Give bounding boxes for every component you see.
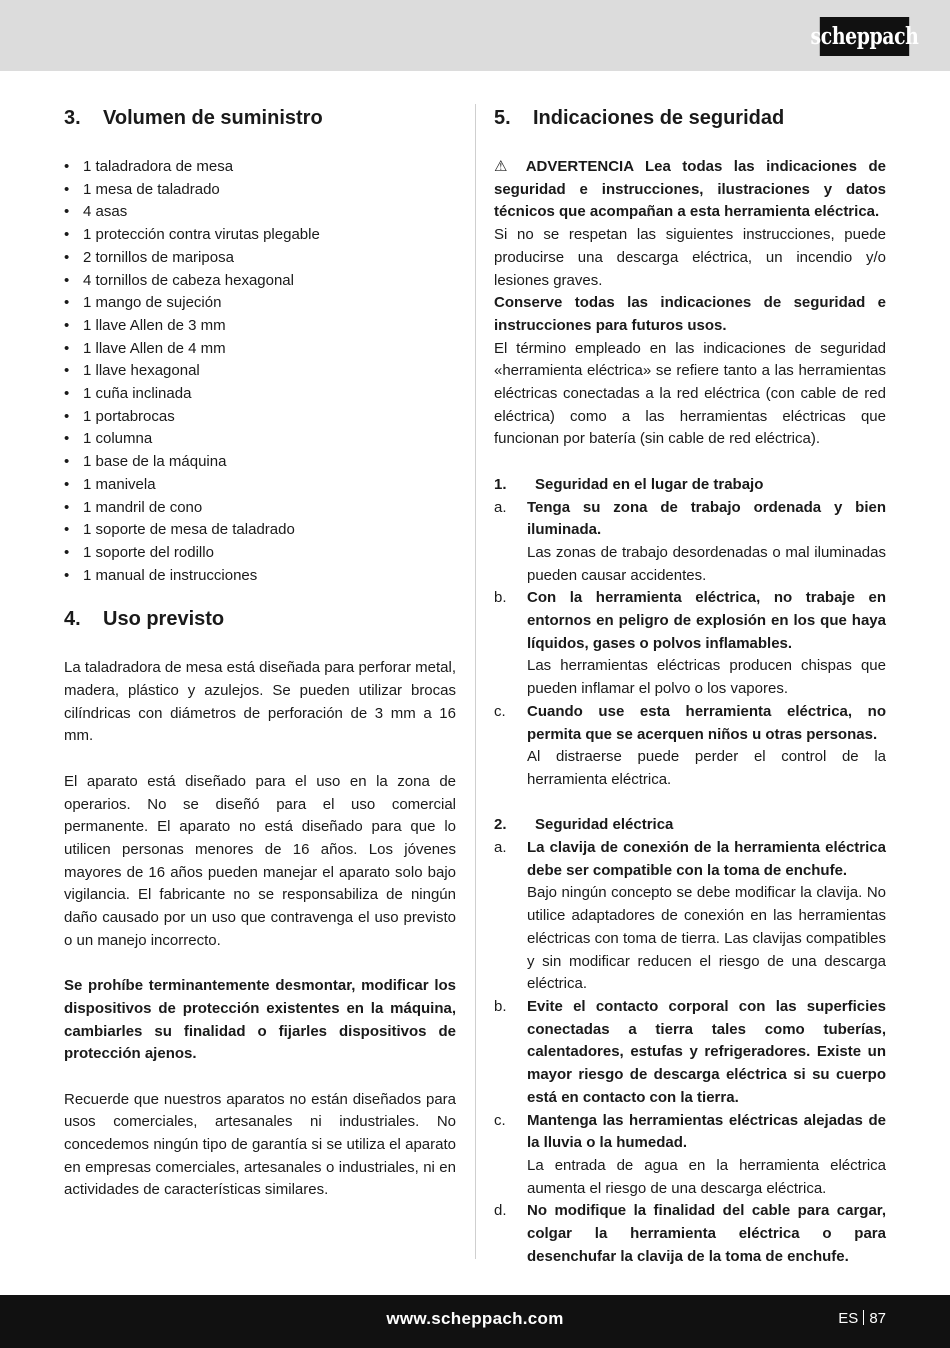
- intended-use-paragraph: La taladradora de mesa está diseñada para perforar metal, madera, plástico y azulejos. Se pueden utilizar brocas cilíndricas con diámetros de perforación de 3 mm a 16 mm.: [64, 659, 456, 745]
- list-item: • 1 mesa de taladrado: [64, 180, 220, 198]
- list-item: • 1 mango de sujeción: [64, 294, 222, 312]
- page-number: 87: [869, 1310, 886, 1327]
- list-item: • 4 asas: [64, 203, 128, 221]
- list-item: • 1 taladradora de mesa: [64, 158, 234, 175]
- list-item: • 2 tornillos de mariposa: [64, 248, 234, 266]
- list-item: • 1 protección contra virutas plegable: [64, 226, 320, 244]
- list-item: • 1 llave Allen de 4 mm: [64, 339, 226, 357]
- header-band: [0, 0, 950, 71]
- subsection-2-heading: 2. Seguridad eléctrica: [494, 816, 674, 834]
- left-column: [64, 104, 456, 1202]
- column-divider: [475, 104, 476, 1259]
- section-title: Indicaciones de seguridad: [533, 107, 785, 129]
- list-item: a. Tenga su zona de trabajo ordenada y bien iluminada. Las zonas de trabajo desordenadas o mal iluminadas pueden causar accidentes.: [494, 498, 886, 584]
- section-5-heading: [494, 104, 886, 132]
- section-4-heading: [64, 605, 456, 633]
- list-item: • 1 columna: [64, 430, 153, 448]
- list-item: • 1 base de la máquina: [64, 453, 227, 471]
- section-title: Volumen de suministro: [103, 107, 323, 129]
- list-item: • 1 cuña inclinada: [64, 385, 192, 403]
- list-item: a. La clavija de conexión de la herramienta eléctrica debe ser compatible con la toma de enchufe. Bajo ningún concepto se debe modificar la clavija. No utilice adaptadores de conexión en las herramientas eléctricas con toma de tierra. Las clavijas compatibles y sin modificar reducen el riesgo de una descarga eléctrica.: [494, 839, 886, 993]
- list-item: • 1 manual de instrucciones: [64, 566, 258, 584]
- prohibition-paragraph: Se prohíbe terminantemente desmontar, modificar los dispositivos de protección existentes en la máquina, cambiarles su finalidad o fijarles dispositivos de protección ajenos.: [64, 977, 456, 1063]
- right-column: [494, 104, 886, 1268]
- list-item: • 1 llave Allen de 3 mm: [64, 316, 226, 334]
- section-3-heading: [64, 104, 456, 132]
- commercial-use-paragraph: Recuerde que nuestros aparatos no están diseñados para usos comerciales, artesanales ni industriales. No concedemos ningún tipo de garantía si se utiliza el aparato en empresas comerciales, artesanales o industriales, ni en actividades de características similares.: [64, 1090, 456, 1199]
- website-url: www.scheppach.com: [386, 1309, 564, 1328]
- list-item: • 1 llave hexagonal: [64, 362, 200, 380]
- language-code: ES: [838, 1310, 859, 1327]
- supply-list: [64, 156, 456, 587]
- list-item: • 1 portabrocas: [64, 407, 175, 425]
- list-item: • 4 tornillos de cabeza hexagonal: [64, 271, 294, 289]
- keep-instructions: Conserve todas las indicaciones de seguridad e instrucciones para futuros usos.: [494, 294, 886, 334]
- page-indicator: [838, 1310, 886, 1327]
- list-item: b. Evite el contacto corporal con las superficies conectadas a tierra tales como tuberías, calentadores, estufas y refrigeradores. Existe un mayor riesgo de descarga eléctrica si su cuerpo está en contacto con la tierra.: [494, 997, 886, 1106]
- section-number: 3.: [64, 107, 81, 129]
- list-item: • 1 soporte de mesa de taladrado: [64, 521, 295, 539]
- operator-paragraph: El aparato está diseñado para el uso en la zona de operarios. No se diseñó para el uso comercial permanente. El aparato no está diseñado para que lo utilicen personas menores de 16 años. Los jóvenes mayores de 16 años pueden manejar el aparato solo bajo vigilancia. El fabricante no se responsabiliza de ningún daño causado por un uso que contravenga el uso previsto o un manejo incorrecto.: [64, 772, 456, 949]
- scheppach-logo: scheppach: [820, 17, 909, 56]
- list-item: b. Con la herramienta eléctrica, no trabaje en entornos en peligro de explosión en los que haya líquidos, gases o polvos inflamables. Las herramientas eléctricas producen chispas que pueden inflamar el polvo o los vapores.: [494, 589, 886, 698]
- list-item: • 1 manivela: [64, 475, 156, 493]
- list-item: c. Mantenga las herramientas eléctricas alejadas de la lluvia o la humedad. La entrada de agua en la herramienta eléctrica aumenta el riesgo de una descarga eléctrica.: [494, 1111, 886, 1197]
- term-definition: El término empleado en las indicaciones de seguridad «herramienta eléctrica» se refiere tanto a las herramientas eléctricas conectadas a la red eléctrica (con cable de red eléctrica) como a las herramientas eléctricas que funcionan por batería (sin cable de red eléctrica).: [494, 339, 886, 448]
- section-title: Uso previsto: [103, 608, 225, 631]
- list-item: d. No modifique la finalidad del cable para cargar, colgar la herramienta eléctrica o para desenchufar la clavija de la toma de enchufe.: [494, 1202, 886, 1265]
- warning-consequence: Si no se respetan las siguientes instrucciones, puede producirse una descarga eléctrica, un incendio y/o lesiones graves.: [494, 226, 886, 289]
- warning-paragraph: ⚠ ADVERTENCIA Lea todas las indicaciones de seguridad e instrucciones, ilustraciones y datos técnicos que acompañan a esta herramienta eléctrica.: [494, 158, 886, 221]
- list-item: c. Cuando use esta herramienta eléctrica, no permita que se acerquen niños u otras personas. Al distraerse puede perder el control de la herramienta eléctrica.: [494, 702, 886, 788]
- section-number: 4.: [64, 608, 81, 631]
- list-item: • 1 soporte del rodillo: [64, 543, 214, 561]
- subsection-1-heading: 1. Seguridad en el lugar de trabajo: [494, 475, 764, 493]
- separator: [863, 1310, 864, 1325]
- list-item: • 1 mandril de cono: [64, 498, 203, 516]
- section-number: 5.: [494, 107, 511, 129]
- footer-band: [0, 1295, 950, 1348]
